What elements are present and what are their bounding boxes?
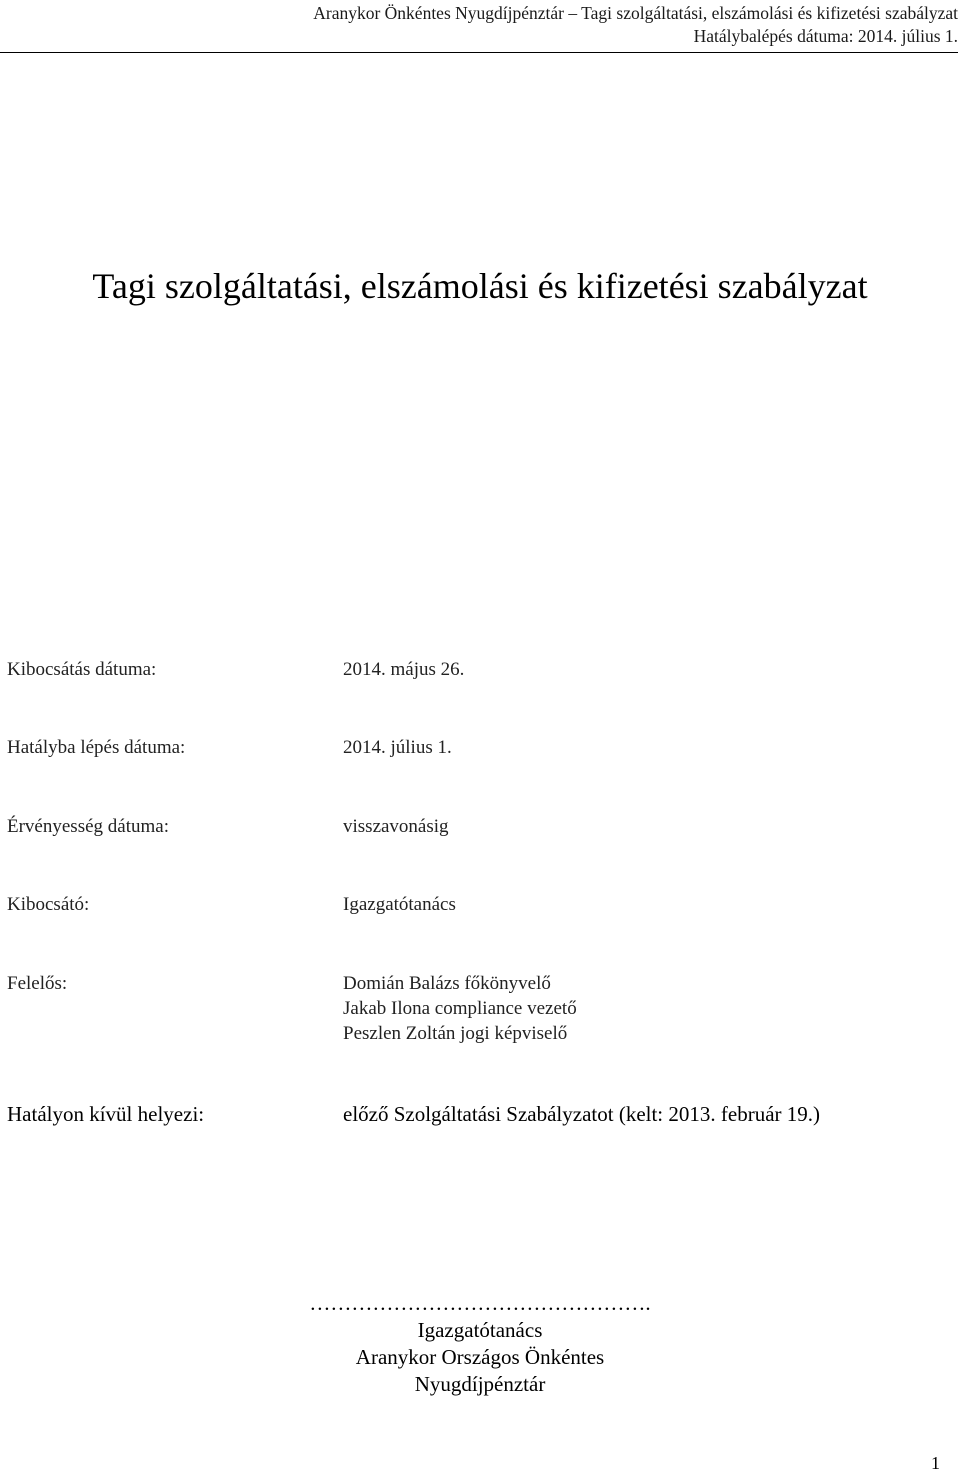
signature-fund-name-cont: Nyugdíjpénztár — [414, 1372, 546, 1396]
responsible-list — [343, 971, 577, 1046]
signature-block — [0, 1290, 960, 1398]
issue-date-label: Kibocsátás dátuma: — [7, 659, 157, 680]
running-header — [0, 2, 958, 48]
repeals-value: előző Szolgáltatási Szabályzatot (kelt: 2013. február 19.) — [343, 1102, 821, 1126]
effective-date-value: 2014. július 1. — [343, 737, 452, 758]
issuer-label: Kibocsátó: — [7, 894, 90, 915]
header-divider — [0, 52, 958, 53]
responsible-person: Jakab Ilona compliance vezető — [343, 998, 577, 1019]
issuer-value: Igazgatótanács — [343, 894, 456, 915]
responsible-person: Peszlen Zoltán jogi képviselő — [343, 1023, 568, 1044]
responsible-label: Felelős: — [7, 973, 68, 994]
validity-label: Érvényesség dátuma: — [7, 816, 169, 837]
effective-date-label: Hatályba lépés dátuma: — [7, 737, 186, 758]
validity-value: visszavonásig — [343, 816, 449, 837]
responsible-person: Domián Balázs főkönyvelő — [343, 973, 551, 994]
signature-fund-name: Aranykor Országos Önkéntes — [355, 1345, 605, 1369]
page-number: 1 — [931, 1453, 940, 1473]
signature-board: Igazgatótanács — [417, 1318, 543, 1342]
document-title: Tagi szolgáltatási, elszámolási és kifizetési szabályzat — [92, 266, 868, 306]
running-header-title: Aranykor Önkéntes Nyugdíjpénztár – Tagi szolgáltatási, elszámolási és kifizetési szabályzat — [313, 3, 958, 23]
running-header-effective-date: Hatálybalépés dátuma: 2014. július 1. — [693, 26, 958, 46]
issue-date-value: 2014. május 26. — [343, 659, 465, 680]
repeals-label: Hatályon kívül helyezi: — [7, 1102, 205, 1126]
signature-line: …………………………………………. — [309, 1291, 651, 1315]
